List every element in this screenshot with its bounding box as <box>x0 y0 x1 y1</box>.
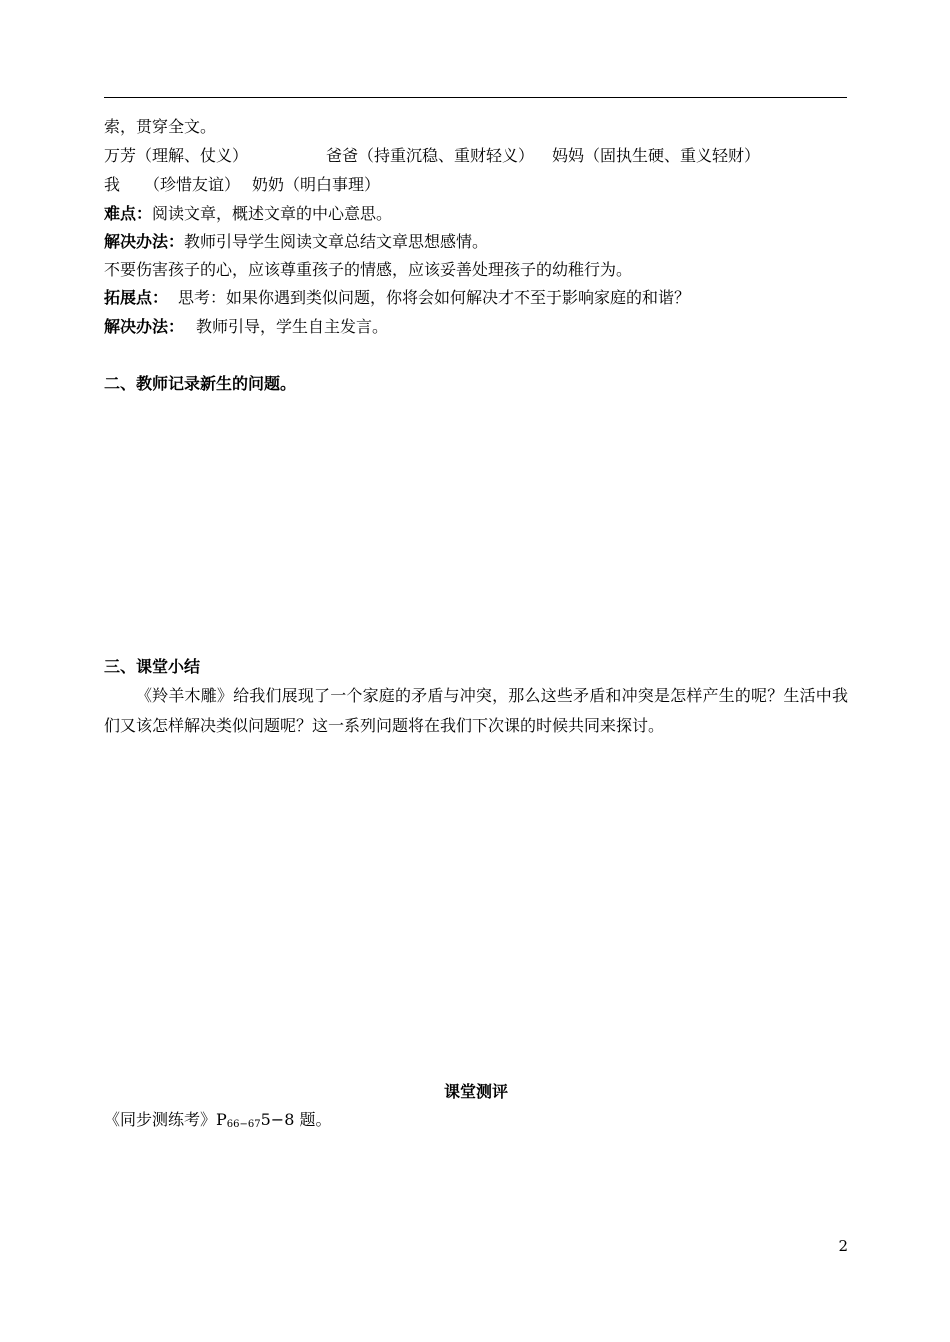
text-line-1 <box>104 117 216 137</box>
section-2-heading: 二、教师记录新生的问题。 <box>104 374 297 393</box>
difficulty-label: 难点： <box>104 204 153 223</box>
summary-paragraph: 《羚羊木雕》给我们展现了一个家庭的矛盾与冲突，那么这些矛盾和冲突是怎样产生的呢？生活中我们又该怎样解决类似问题呢？这一系列问题将在我们下次课的时候共同来探讨。 <box>104 686 848 735</box>
trait-wanfang: 万芳（理解、仗义） <box>104 146 249 165</box>
extension-text: 思考：如果你遇到类似问题，你将会如何解决才不至于影响家庭的和谐？ <box>178 288 691 307</box>
solution-line-1 <box>104 232 488 252</box>
section-3-heading: 三、课堂小结 <box>104 657 201 676</box>
character-traits-line-1 <box>104 146 760 166</box>
difficulty-text: 阅读文章，概述文章的中心意思。 <box>152 204 393 223</box>
page-number: 2 <box>838 1237 848 1255</box>
character-traits-line-2 <box>104 175 380 195</box>
solution-line-2 <box>104 317 388 337</box>
advice-text: 不要伤害孩子的心，应该尊重孩子的情感，应该妥善处理孩子的幼稚行为。 <box>104 260 633 279</box>
trait-me-label: 我 <box>104 175 121 194</box>
trait-father: 爸爸（持重沉稳、重财轻义） <box>326 146 535 165</box>
assessment-page-range: 66−67 <box>226 1119 261 1130</box>
trait-me: （珍惜友谊） <box>144 175 241 194</box>
extension-line <box>104 288 690 308</box>
extension-label: 拓展点： <box>104 288 169 307</box>
header-rule <box>104 97 847 98</box>
solution-label: 解决办法： <box>104 232 185 251</box>
assessment-line <box>104 1110 331 1135</box>
text-line-7 <box>104 260 632 280</box>
continuation-text: 索，贯穿全文。 <box>104 117 217 136</box>
assessment-title: 课堂测评 <box>443 1082 508 1101</box>
solution-text: 教师引导学生阅读文章总结文章思想感情。 <box>184 232 489 251</box>
assessment-suffix: 5−8 题。 <box>260 1110 332 1129</box>
trait-grandma: 奶奶（明白事理） <box>252 175 381 194</box>
solution-label: 解决办法： <box>104 317 185 336</box>
difficulty-line <box>104 204 392 224</box>
assessment-prefix: 《同步测练考》P <box>104 1110 227 1129</box>
trait-mother: 妈妈（固执生硬、重义轻财） <box>552 146 761 165</box>
solution-text: 教师引导，学生自主发言。 <box>196 317 389 336</box>
